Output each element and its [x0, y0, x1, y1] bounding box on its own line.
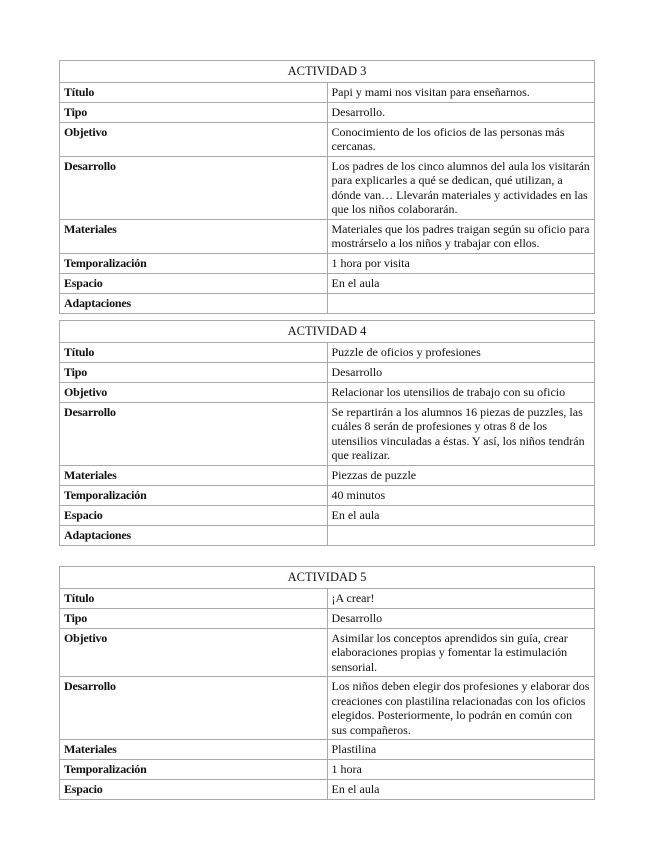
row-value: Se repartirán a los alumnos 16 piezas de puzzles, las cuáles 8 serán de profesiones y otras 8 de los utensilios vinculadas a éstas. Y así, los niños tendrán que realizar. [327, 402, 595, 465]
table-row [60, 273, 595, 293]
row-value: En el aula [327, 505, 595, 525]
row-label: Tipo [60, 102, 328, 122]
table-row [60, 342, 595, 362]
row-label: Tipo [60, 362, 328, 382]
row-label: Título [60, 342, 328, 362]
row-value: Desarrollo [327, 608, 595, 628]
table-row [60, 402, 595, 465]
table-row [60, 588, 595, 608]
row-value: Desarrollo. [327, 102, 595, 122]
row-value: Los padres de los cinco alumnos del aula los visitarán para explicarles a qué se dedican, qué utilizan, a dónde van… Llevarán materiales y actividades en las que los niños colaborarán. [327, 156, 595, 219]
row-label: Título [60, 82, 328, 102]
table-row [60, 525, 595, 545]
row-label: Espacio [60, 273, 328, 293]
row-label: Desarrollo [60, 402, 328, 465]
table-row [60, 122, 595, 156]
table-row [60, 465, 595, 485]
row-label: Objetivo [60, 628, 328, 677]
row-value: Asimilar los conceptos aprendidos sin guía, crear elaboraciones propias y fomentar la estimulación sensorial. [327, 628, 595, 677]
row-value: Desarrollo [327, 362, 595, 382]
table-row [60, 253, 595, 273]
table-row [60, 156, 595, 219]
activity-table-3 [59, 60, 595, 314]
row-label: Espacio [60, 780, 328, 800]
row-value: En el aula [327, 780, 595, 800]
row-label: Adaptaciones [60, 293, 328, 313]
row-value: Papi y mami nos visitan para enseñarnos. [327, 82, 595, 102]
row-value: Relacionar los utensilios de trabajo con su oficio [327, 382, 595, 402]
table-row [60, 219, 595, 253]
row-value: 1 hora por visita [327, 253, 595, 273]
row-label: Temporalización [60, 485, 328, 505]
row-value: Plastilina [327, 740, 595, 760]
table-row [60, 485, 595, 505]
row-label: Temporalización [60, 253, 328, 273]
table-row [60, 780, 595, 800]
table-row [60, 362, 595, 382]
row-value: 1 hora [327, 760, 595, 780]
row-label: Desarrollo [60, 677, 328, 740]
table-row [60, 505, 595, 525]
activity-table-5 [59, 566, 595, 800]
row-label: Materiales [60, 740, 328, 760]
table-row [60, 608, 595, 628]
row-label: Título [60, 588, 328, 608]
row-value: Puzzle de oficios y profesiones [327, 342, 595, 362]
row-label: Objetivo [60, 382, 328, 402]
row-label: Objetivo [60, 122, 328, 156]
row-label: Materiales [60, 465, 328, 485]
activity-title: ACTIVIDAD 4 [60, 321, 595, 343]
activity-title: ACTIVIDAD 5 [60, 567, 595, 589]
row-value: Conocimiento de los oficios de las personas más cercanas. [327, 122, 595, 156]
row-label: Tipo [60, 608, 328, 628]
row-value: Materiales que los padres traigan según su oficio para mostrárselo a los niños y trabajar con ellos. [327, 219, 595, 253]
row-label: Desarrollo [60, 156, 328, 219]
table-row [60, 740, 595, 760]
row-value: ¡A crear! [327, 588, 595, 608]
row-label: Adaptaciones [60, 525, 328, 545]
table-row [60, 677, 595, 740]
activity-title: ACTIVIDAD 3 [60, 61, 595, 83]
table-row [60, 628, 595, 677]
row-label: Temporalización [60, 760, 328, 780]
row-value: Piezzas de puzzle [327, 465, 595, 485]
row-value [327, 293, 595, 313]
activity-table-4 [59, 320, 595, 546]
table-row [60, 102, 595, 122]
row-value: 40 minutos [327, 485, 595, 505]
table-row [60, 293, 595, 313]
table-row [60, 382, 595, 402]
table-row [60, 760, 595, 780]
table-row [60, 82, 595, 102]
row-label: Materiales [60, 219, 328, 253]
row-value: En el aula [327, 273, 595, 293]
row-value: Los niños deben elegir dos profesiones y elaborar dos creaciones con plastilina relacionadas con los oficios elegidos. Posteriormente, lo podrán en común con sus compañeros. [327, 677, 595, 740]
row-value [327, 525, 595, 545]
row-label: Espacio [60, 505, 328, 525]
